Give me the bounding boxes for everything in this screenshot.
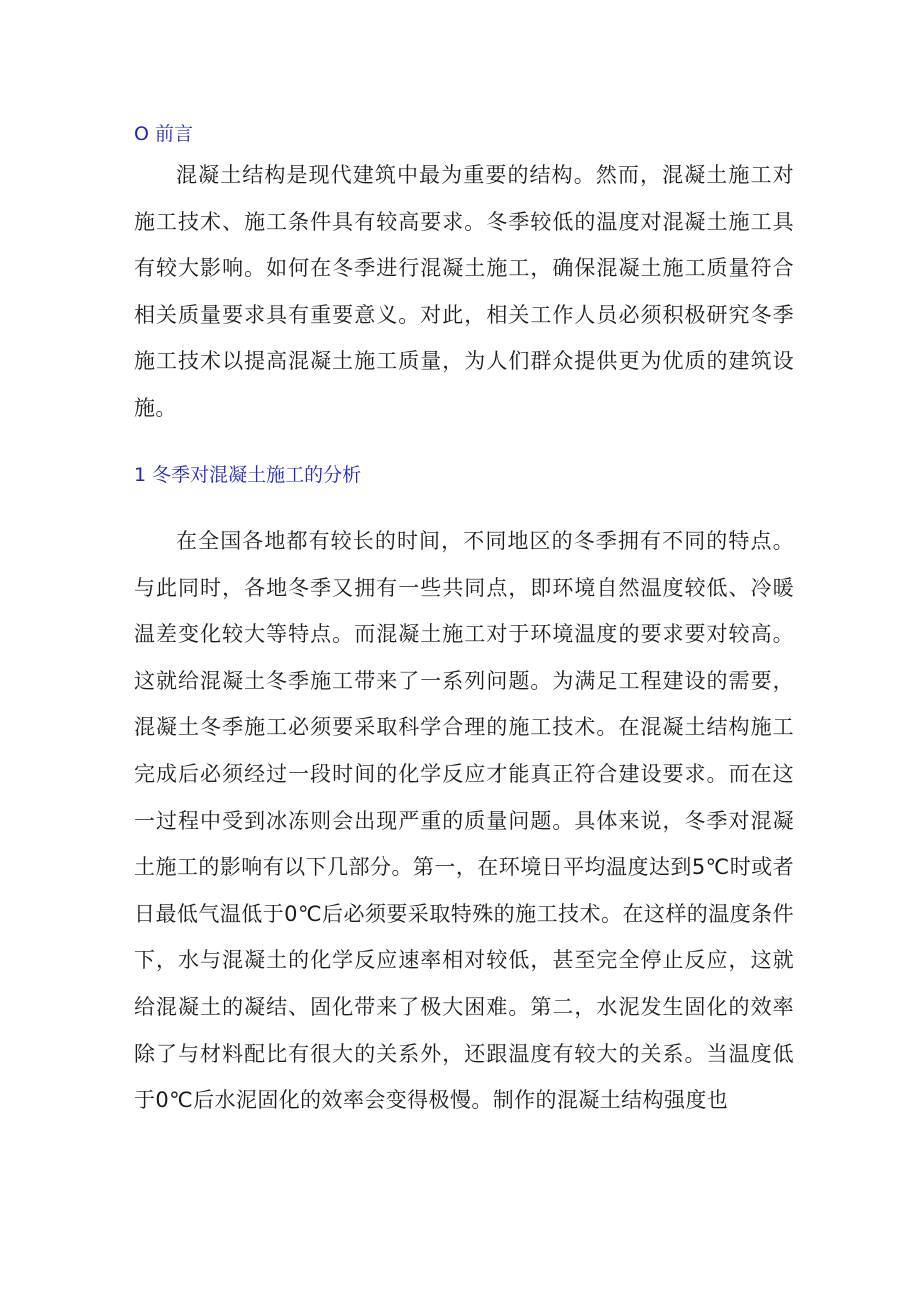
paragraph-preface: 混凝土结构是现代建筑中最为重要的结构。然而，混凝土施工对施工技术、施工条件具有较高要求。冬季较低的温度对混凝土施工具有较大影响。如何在冬季进行混凝土施工，确保混凝土施工质量符合相关质量要求具有重要意义。对此，相关工作人员必须积极研究冬季施工技术以提高混凝土施工质量，为人们群众提供更为优质的建筑设施。 [134, 163, 794, 420]
section-heading-preface: O 前言 [134, 123, 193, 145]
section-heading-winter-analysis: 1 冬季对混凝土施工的分析 [134, 464, 362, 486]
paragraph-winter-analysis: 在全国各地都有较长的时间，不同地区的冬季拥有不同的特点。与此同时，各地冬季又拥有一些共同点，即环境自然温度较低、冷暖温差变化较大等特点。而混凝土施工对于环境温度的要求要对较高。这就给混凝土冬季施工带来了一系列问题。为满足工程建设的需要，混凝土冬季施工必须要采取科学合理的施工技术。在混凝土结构施工完成后必须经过一段时间的化学反应才能真正符合建设要求。而在这一过程中受到冰冻则会出现严重的质量问题。具体来说，冬季对混凝土施工的影响有以下几部分。第一，在环境日平均温度达到5℃时或者日最低气温低于0℃后必须要采取特殊的施工技术。在这样的温度条件下，水与混凝土的化学反应速率相对较低，甚至完全停止反应，这就给混凝土的凝结、固化带来了极大困难。第二，水泥发生固化的效率除了与材料配比有很大的关系外，还跟温度有较大的关系。当温度低于0℃后水泥固化的效率会变得极慢。制作的混凝土结构强度也 [134, 529, 794, 1113]
